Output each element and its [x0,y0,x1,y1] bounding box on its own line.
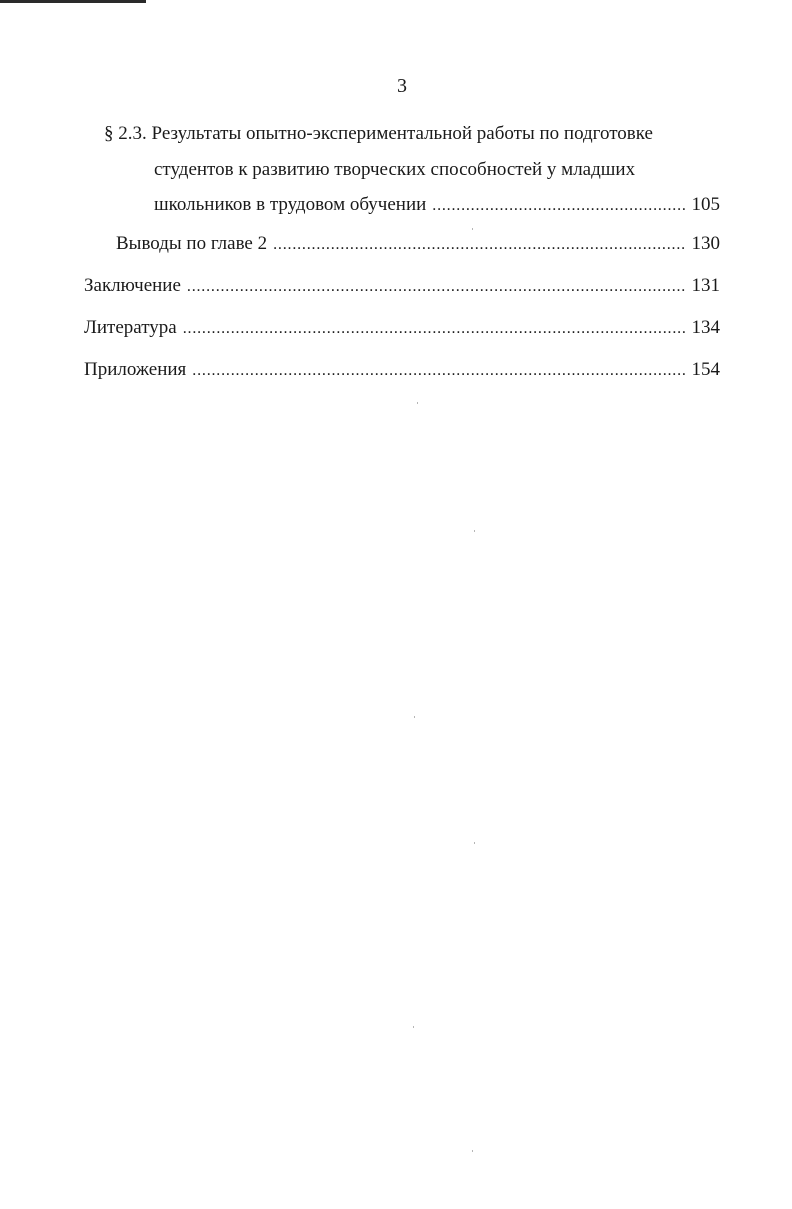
scan-speck [414,716,415,718]
toc-entry-2-3-line-2: студентов к развитию творческих способностей у младших [154,159,636,180]
page-number: 3 [397,75,407,97]
scan-speck [472,1150,473,1152]
toc-entry-label: Литература [84,317,177,338]
dot-leader [432,194,685,218]
toc-entry-page: 154 [691,359,720,380]
toc-entry-page: 130 [691,233,720,254]
toc-entry-2-3-title-end: школьников в трудовом обучении [154,194,427,215]
toc-entry-literature [84,316,720,341]
toc-entry-conclusions-ch2 [116,232,720,257]
top-rule [0,0,146,3]
toc-entry-conclusion [84,274,720,299]
dot-leader [273,233,685,257]
scan-speck [474,530,475,532]
toc-entry-2-3-line-3 [154,193,720,218]
dot-leader [187,275,686,299]
toc-entry-label: Приложения [84,359,187,380]
toc-entry-2-3-line-1: § 2.3. Результаты опытно-экспериментальной работы по подготовке [104,123,653,144]
toc-entry-appendices [84,358,720,383]
toc-entry-page: 131 [691,275,720,296]
toc-entry-label: Выводы по главе 2 [116,233,268,254]
scan-speck [472,228,473,230]
scan-speck [413,1026,414,1028]
toc-entry-page: 134 [691,317,720,338]
scan-speck [417,402,418,404]
dot-leader [192,359,685,383]
scan-speck [474,842,475,844]
toc-entry-label: Заключение [84,275,181,296]
toc-entry-2-3-page: 105 [691,194,720,215]
dot-leader [183,317,686,341]
